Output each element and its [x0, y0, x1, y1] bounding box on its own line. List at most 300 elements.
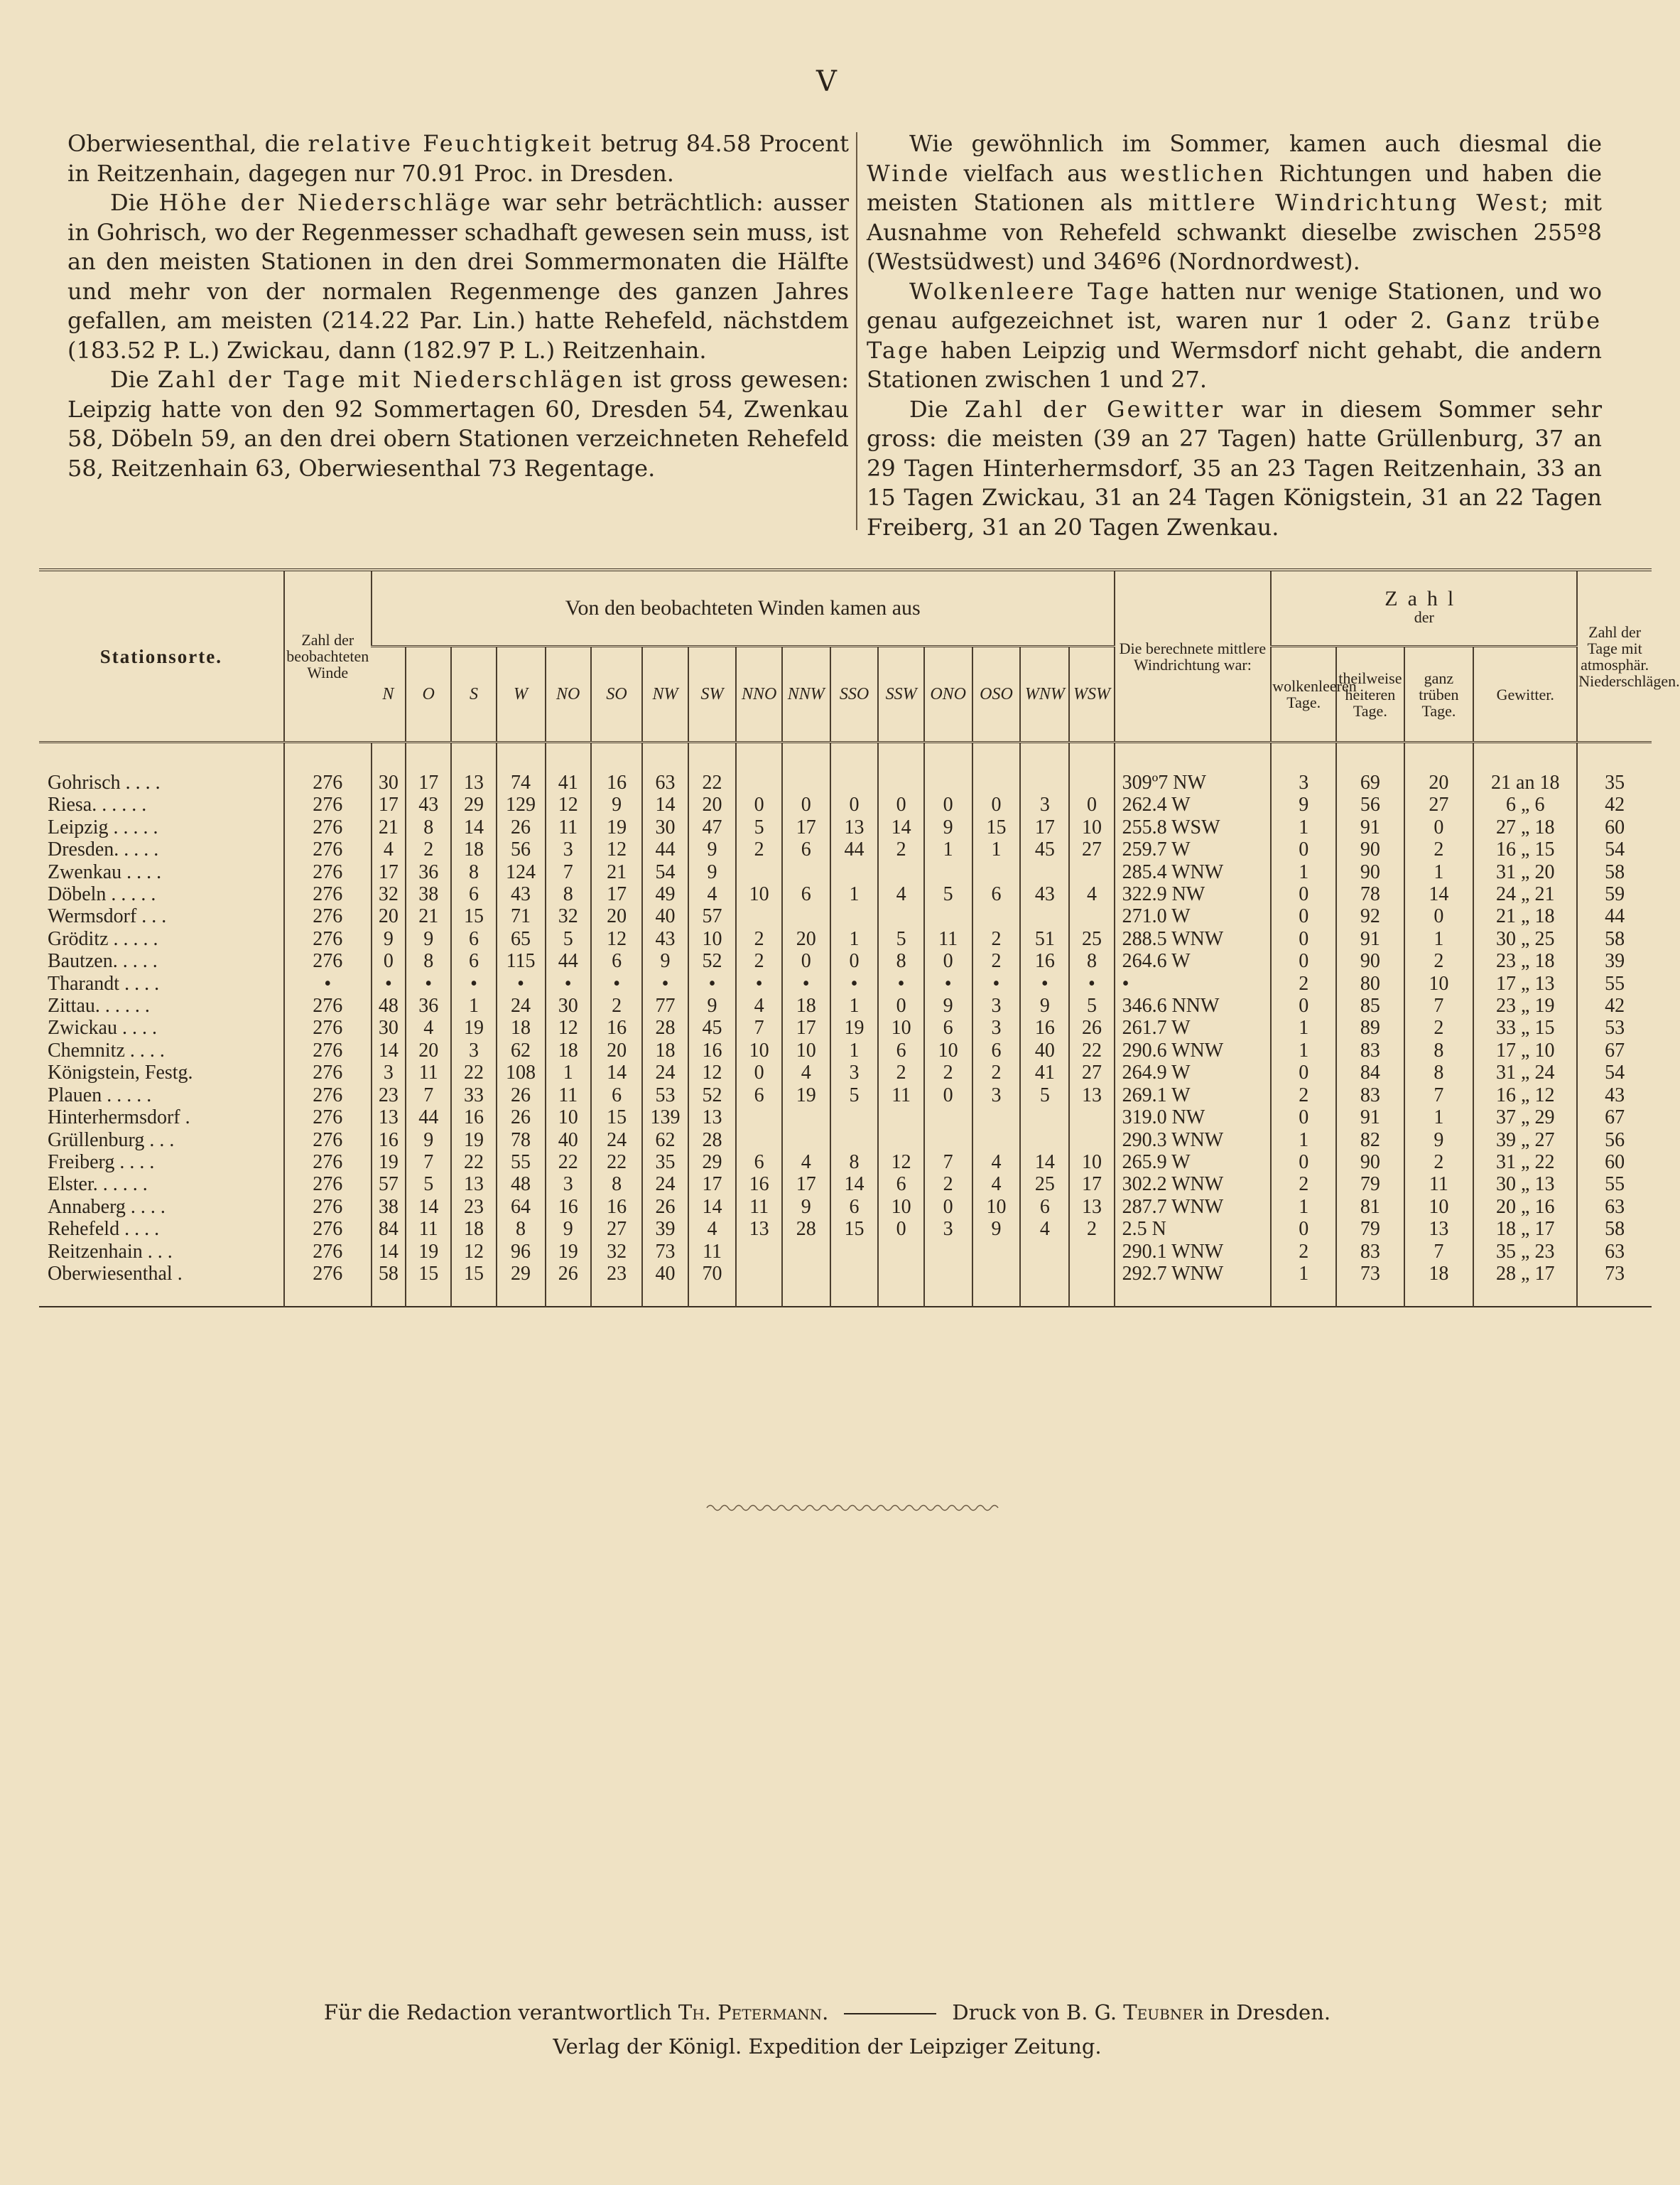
header-wind-directions-group: Von den beobachteten Winden kamen aus [372, 570, 1115, 647]
overcast-days-cell: 8 [1404, 1040, 1474, 1062]
thunderstorm-cell: 18 „ 17 [1473, 1218, 1577, 1240]
wind-value-cell: 16 [546, 1196, 591, 1218]
paragraph-precipitation: Die Höhe der Niederschläge war sehr beträchtlich: ausser in Gohrisch, wo der Regenmesser schadhaft gewesen sein muss, ist an den meisten Stationen in den drei Sommermonaten die Hälfte und mehr von der normalen Regenmenge des ganzen Jahres gefallen, am meisten (214.22 Par. Lin.) hatte Rehefeld, nächstdem (183.52 P. L.) Zwickau, dann (182.97 P. L.) Reitzenhain. [67, 189, 850, 364]
wind-value-cell [1069, 861, 1114, 883]
partly-clear-days-cell: 82 [1336, 1129, 1404, 1151]
wind-value-cell: 4 [878, 883, 923, 905]
printer-name: Teubner [1123, 2000, 1203, 2024]
wind-value-cell: 14 [406, 1196, 451, 1218]
wind-value-cell: 40 [642, 1263, 688, 1307]
header-overcast-days: ganz trüben Tage. [1404, 647, 1474, 743]
wind-value-cell: 6 [878, 1173, 923, 1195]
wind-count-cell: 276 [284, 928, 372, 950]
partly-clear-days-cell: 73 [1336, 1263, 1404, 1307]
table-row [39, 928, 1652, 950]
header-partly-clear-days: theilweise heiteren Tage. [1336, 647, 1404, 743]
wind-value-cell: 5 [830, 1084, 879, 1106]
wind-value-cell: 2 [972, 928, 1021, 950]
clear-days-cell: 0 [1271, 1218, 1336, 1240]
wind-value-cell: 11 [546, 1084, 591, 1106]
header-wind-ono: ONO [924, 647, 972, 743]
clear-days-cell: 2 [1271, 973, 1336, 995]
wind-value-cell: 3 [972, 995, 1021, 1017]
precip-days-cell: 67 [1577, 1106, 1652, 1128]
wind-value-cell [972, 1241, 1021, 1263]
header-wind-ssw: SSW [878, 647, 923, 743]
wind-value-cell: 1 [830, 995, 879, 1017]
header-count-group: Zahl der [1271, 570, 1577, 647]
wind-value-cell: 11 [546, 816, 591, 838]
wind-value-cell: 19 [372, 1151, 406, 1173]
wind-value-cell: 22 [1069, 1040, 1114, 1062]
mean-direction-cell: 261.7 W [1115, 1017, 1272, 1039]
wind-value-cell: 15 [406, 1263, 451, 1307]
wind-value-cell: 5 [406, 1173, 451, 1195]
wind-value-cell: 25 [1069, 928, 1114, 950]
mean-direction-cell: 264.6 W [1115, 950, 1272, 972]
wind-value-cell: 30 [642, 816, 688, 838]
wind-value-cell: 15 [451, 905, 496, 927]
wind-value-cell: 9 [688, 861, 737, 883]
station-cell: Oberwiesenthal . [48, 1262, 183, 1285]
wind-value-cell: 29 [688, 1151, 737, 1173]
wind-value-cell: 6 [782, 838, 830, 860]
wind-value-cell: 20 [782, 928, 830, 950]
wind-value-cell: 16 [688, 1040, 737, 1062]
station-cell: Zittau. . . . . . [48, 995, 150, 1018]
wind-value-cell: 9 [688, 838, 737, 860]
wind-value-cell: 15 [451, 1263, 496, 1307]
thunderstorm-cell: 31 „ 20 [1473, 861, 1577, 883]
header-wind-w: W [497, 647, 546, 743]
wind-value-cell: 57 [372, 1173, 406, 1195]
precip-days-cell: 60 [1577, 1151, 1652, 1173]
mean-direction-cell: 292.7 WNW [1115, 1263, 1272, 1307]
column-divider [856, 132, 857, 530]
wind-value-cell: 26 [497, 816, 546, 838]
station-cell: Zwickau . . . . [48, 1017, 157, 1040]
wind-value-cell: 14 [830, 1173, 879, 1195]
mean-direction-cell: 255.8 WSW [1115, 816, 1272, 838]
wind-value-cell: 6 [736, 1151, 781, 1173]
wind-value-cell [972, 1263, 1021, 1307]
weather-table [39, 568, 1680, 1307]
wind-value-cell: 44 [546, 950, 591, 972]
wind-value-cell: 20 [372, 905, 406, 927]
wind-value-cell: 0 [782, 950, 830, 972]
wind-value-cell: 5 [546, 928, 591, 950]
wind-value-cell [1069, 1263, 1114, 1307]
wind-value-cell: 3 [830, 1062, 879, 1084]
wind-value-cell [830, 743, 879, 794]
wind-value-cell: 51 [1020, 928, 1069, 950]
wind-value-cell: 12 [591, 928, 642, 950]
wind-value-cell: 57 [688, 905, 737, 927]
wind-value-cell: 26 [642, 1196, 688, 1218]
mean-direction-cell: 302.2 WNW [1115, 1173, 1272, 1195]
wind-value-cell [736, 861, 781, 883]
wind-value-cell: 10 [878, 1017, 923, 1039]
wind-value-cell: 12 [451, 1241, 496, 1263]
wind-value-cell: 6 [972, 1040, 1021, 1062]
partly-clear-days-cell: 90 [1336, 861, 1404, 883]
partly-clear-days-cell: 92 [1336, 905, 1404, 927]
wind-value-cell: 19 [830, 1017, 879, 1039]
overcast-days-cell: 0 [1404, 816, 1474, 838]
wind-value-cell: 2 [924, 1062, 972, 1084]
clear-days-cell: 0 [1271, 950, 1336, 972]
wind-value-cell: 22 [688, 743, 737, 794]
header-wind-nno: NNO [736, 647, 781, 743]
wind-value-cell: 22 [591, 1151, 642, 1173]
wind-count-cell: 276 [284, 743, 372, 794]
wind-value-cell: 7 [736, 1017, 781, 1039]
wind-value-cell: • [736, 973, 781, 995]
wind-value-cell: • [451, 973, 496, 995]
wind-value-cell: 58 [372, 1263, 406, 1307]
wind-value-cell: 26 [497, 1084, 546, 1106]
wind-value-cell: 36 [406, 995, 451, 1017]
overcast-days-cell: 18 [1404, 1263, 1474, 1307]
wind-value-cell: 19 [591, 816, 642, 838]
wind-value-cell [1020, 1241, 1069, 1263]
station-cell: Wermsdorf . . . [48, 905, 167, 928]
clear-days-cell: 2 [1271, 1084, 1336, 1106]
wind-value-cell: 30 [546, 995, 591, 1017]
wind-value-cell: 16 [451, 1106, 496, 1128]
clear-days-cell: 2 [1271, 1241, 1336, 1263]
right-text-column [867, 129, 1602, 542]
clear-days-cell: 0 [1271, 883, 1336, 905]
partly-clear-days-cell: 90 [1336, 950, 1404, 972]
wind-value-cell: 0 [736, 1062, 781, 1084]
table-row [39, 1173, 1652, 1195]
clear-days-cell: 9 [1271, 794, 1336, 816]
wind-value-cell: 18 [546, 1040, 591, 1062]
thunderstorm-cell: 23 „ 19 [1473, 995, 1577, 1017]
table-row [39, 743, 1652, 794]
wind-value-cell [972, 861, 1021, 883]
overcast-days-cell: 7 [1404, 1241, 1474, 1263]
wind-count-cell: 276 [284, 1196, 372, 1218]
wind-value-cell: 4 [736, 995, 781, 1017]
wind-count-cell: 276 [284, 1129, 372, 1151]
wind-value-cell: 20 [406, 1040, 451, 1062]
wind-value-cell: 9 [406, 1129, 451, 1151]
wind-value-cell: 16 [591, 1196, 642, 1218]
paragraph-clouds: Wolkenleere Tage hatten nur wenige Stationen, und wo genau aufgezeichnet ist, waren nur 1 oder 2. Ganz trübe Tage haben Leipzig und Wermsdorf nicht gehabt, die andern Stationen zwischen 1 und 27. [867, 277, 1603, 393]
wind-value-cell: 41 [1020, 1062, 1069, 1084]
wind-value-cell: 55 [497, 1151, 546, 1173]
wind-value-cell: 2 [736, 950, 781, 972]
wind-value-cell [830, 1241, 879, 1263]
mean-direction-cell: 265.9 W [1115, 1151, 1272, 1173]
header-count-winds: Zahl der beobachteten Winde [284, 570, 372, 743]
precip-days-cell: 35 [1577, 743, 1652, 794]
clear-days-cell: 0 [1271, 1151, 1336, 1173]
wind-value-cell [972, 1106, 1021, 1128]
wind-value-cell: 6 [591, 1084, 642, 1106]
wind-value-cell: 19 [782, 1084, 830, 1106]
wind-value-cell: 15 [591, 1106, 642, 1128]
wind-value-cell: 63 [642, 743, 688, 794]
wind-value-cell: 30 [372, 1017, 406, 1039]
wind-value-cell: 8 [591, 1173, 642, 1195]
table-row [39, 1106, 1652, 1128]
wind-value-cell: 2 [878, 838, 923, 860]
header-wind-o: O [406, 647, 451, 743]
wind-value-cell: 13 [451, 1173, 496, 1195]
wind-value-cell: 17 [1020, 816, 1069, 838]
wind-value-cell: • [591, 973, 642, 995]
wind-value-cell: 40 [546, 1129, 591, 1151]
precip-days-cell: 42 [1577, 794, 1652, 816]
precip-days-cell: 60 [1577, 816, 1652, 838]
wind-value-cell: 1 [924, 838, 972, 860]
wind-count-cell: • [284, 973, 372, 995]
wind-value-cell: 27 [1069, 1062, 1114, 1084]
wind-value-cell: 13 [830, 816, 879, 838]
left-text-column [67, 129, 849, 483]
mean-direction-cell: • [1115, 973, 1272, 995]
thunderstorm-cell: 30 „ 13 [1473, 1173, 1577, 1195]
wind-value-cell: 17 [591, 883, 642, 905]
station-cell: Leipzig . . . . . [48, 816, 158, 838]
header-mean-direction: Die berechnete mittlere Windrichtung war: [1115, 570, 1272, 743]
wind-value-cell: 14 [451, 816, 496, 838]
wind-value-cell [782, 743, 830, 794]
partly-clear-days-cell: 69 [1336, 743, 1404, 794]
wind-value-cell: 4 [1020, 1218, 1069, 1240]
station-cell: Chemnitz . . . . [48, 1039, 165, 1062]
table-row [39, 861, 1652, 883]
paragraph-rain-days: Die Zahl der Tage mit Niederschlägen ist gross gewesen: Leipzig hatte von den 92 Sommertagen 60, Dresden 54, Zwenkau 58, Döbeln 59, an den drei obern Stationen verzeichneten Rehefeld 58, Reitzenhain 63, Oberwiesenthal 73 Regentage. [67, 366, 850, 482]
wind-value-cell: 2 [591, 995, 642, 1017]
wind-value-cell: 11 [736, 1196, 781, 1218]
wind-value-cell: 17 [782, 816, 830, 838]
wind-value-cell: 45 [688, 1017, 737, 1039]
precip-days-cell: 55 [1577, 1173, 1652, 1195]
mean-direction-cell: 290.3 WNW [1115, 1129, 1272, 1151]
wind-value-cell: 29 [497, 1263, 546, 1307]
mean-direction-cell: 285.4 WNW [1115, 861, 1272, 883]
wind-value-cell: 1 [451, 995, 496, 1017]
wind-value-cell: 2 [406, 838, 451, 860]
wind-value-cell: 12 [546, 794, 591, 816]
thunderstorm-cell: 28 „ 17 [1473, 1263, 1577, 1307]
wind-value-cell [830, 905, 879, 927]
wind-value-cell: 3 [372, 1062, 406, 1084]
wind-value-cell: 18 [642, 1040, 688, 1062]
wind-value-cell: 12 [688, 1062, 737, 1084]
wind-value-cell: 17 [782, 1173, 830, 1195]
station-cell: Königstein, Festg. [48, 1062, 193, 1084]
wind-value-cell: 7 [924, 1151, 972, 1173]
wind-value-cell: 4 [688, 883, 737, 905]
overcast-days-cell: 8 [1404, 1062, 1474, 1084]
partly-clear-days-cell: 56 [1336, 794, 1404, 816]
wind-value-cell: • [642, 973, 688, 995]
footer-imprint: Für die Redaction verantwortlich Th. Petermann. Druck von B. G. Teubner in Dresden. [323, 2000, 1331, 2024]
wind-value-cell: 62 [497, 1040, 546, 1062]
wind-value-cell: 65 [497, 928, 546, 950]
precip-days-cell: 59 [1577, 883, 1652, 905]
wind-value-cell: 9 [406, 928, 451, 950]
wind-value-cell [830, 1263, 879, 1307]
thunderstorm-cell: 21 „ 18 [1473, 905, 1577, 927]
overcast-days-cell: 7 [1404, 1084, 1474, 1106]
wind-value-cell: 10 [688, 928, 737, 950]
mean-direction-cell: 269.1 W [1115, 1084, 1272, 1106]
thunderstorm-cell: 27 „ 18 [1473, 816, 1577, 838]
wind-value-cell: 2 [972, 950, 1021, 972]
wind-value-cell: 2 [736, 838, 781, 860]
table-row [39, 950, 1652, 972]
wind-value-cell: 9 [924, 816, 972, 838]
clear-days-cell: 1 [1271, 1129, 1336, 1151]
wind-value-cell: 4 [972, 1151, 1021, 1173]
clear-days-cell: 2 [1271, 1173, 1336, 1195]
wind-value-cell: 1 [830, 928, 879, 950]
wind-value-cell: 38 [372, 1196, 406, 1218]
wind-value-cell: 2 [972, 1062, 1021, 1084]
wind-value-cell: 17 [688, 1173, 737, 1195]
wind-value-cell: 14 [372, 1040, 406, 1062]
wind-value-cell: 6 [451, 950, 496, 972]
wind-value-cell: 10 [546, 1106, 591, 1128]
wind-value-cell [782, 861, 830, 883]
precip-days-cell: 73 [1577, 1263, 1652, 1307]
wind-value-cell: 14 [688, 1196, 737, 1218]
wind-value-cell: 52 [688, 1084, 737, 1106]
wind-value-cell: 24 [642, 1173, 688, 1195]
wind-value-cell: 2 [1069, 1218, 1114, 1240]
mean-direction-cell: 309º7 NW [1115, 743, 1272, 794]
wind-value-cell [1020, 905, 1069, 927]
wind-value-cell: 36 [406, 861, 451, 883]
table-row [39, 995, 1652, 1017]
editor-name: Th. Petermann. [678, 2000, 829, 2024]
wind-value-cell [878, 1241, 923, 1263]
wind-value-cell [924, 861, 972, 883]
overcast-days-cell: 27 [1404, 794, 1474, 816]
station-cell: Elster. . . . . . [48, 1173, 148, 1196]
weather-table-body [39, 743, 1652, 1307]
wind-value-cell: • [372, 973, 406, 995]
station-cell: Zwenkau . . . . [48, 860, 162, 883]
wind-value-cell: 6 [736, 1084, 781, 1106]
clear-days-cell: 0 [1271, 995, 1336, 1017]
wind-value-cell: 0 [972, 794, 1021, 816]
wind-value-cell: 16 [736, 1173, 781, 1195]
mean-direction-cell: 346.6 NNW [1115, 995, 1272, 1017]
wind-value-cell: 8 [451, 861, 496, 883]
decorative-rule [707, 1503, 998, 1513]
thunderstorm-cell: 21 an 18 [1473, 743, 1577, 794]
wind-value-cell: 2 [878, 1062, 923, 1084]
wind-value-cell: 40 [642, 905, 688, 927]
clear-days-cell: 1 [1271, 816, 1336, 838]
wind-value-cell: 19 [451, 1129, 496, 1151]
weather-table-container [39, 568, 1680, 1307]
wind-count-cell: 276 [284, 883, 372, 905]
table-row [39, 816, 1652, 838]
wind-value-cell: 6 [830, 1196, 879, 1218]
precip-days-cell: 44 [1577, 905, 1652, 927]
wind-value-cell: 27 [591, 1218, 642, 1240]
wind-value-cell: 44 [642, 838, 688, 860]
wind-value-cell: 24 [642, 1062, 688, 1084]
table-row [39, 883, 1652, 905]
wind-value-cell: 9 [782, 1196, 830, 1218]
overcast-days-cell: 2 [1404, 1151, 1474, 1173]
wind-value-cell: 43 [406, 794, 451, 816]
thunderstorm-cell: 31 „ 24 [1473, 1062, 1577, 1084]
wind-value-cell: 17 [372, 861, 406, 883]
wind-value-cell: 28 [642, 1017, 688, 1039]
wind-value-cell: • [406, 973, 451, 995]
wind-value-cell: 18 [451, 838, 496, 860]
wind-value-cell: 17 [1069, 1173, 1114, 1195]
wind-value-cell: 6 [451, 928, 496, 950]
header-wind-nnw: NNW [782, 647, 830, 743]
overcast-days-cell: 10 [1404, 973, 1474, 995]
wind-value-cell: 30 [372, 743, 406, 794]
wind-value-cell: 12 [546, 1017, 591, 1039]
paragraph-thunderstorms: Die Zahl der Gewitter war in diesem Sommer sehr gross: die meisten (39 an 27 Tagen) hatte Grüllenburg, 37 an 29 Tagen Hinterhermsdorf, 35 an 23 Tagen Reitzenhain, 33 an 15 Tagen Zwickau, 31 an 24 Tagen Königstein, 31 an 22 Tagen Freiberg, 31 an 20 Tagen Zwenkau. [867, 395, 1602, 541]
wind-value-cell: 11 [924, 928, 972, 950]
wind-value-cell: 43 [497, 883, 546, 905]
precip-days-cell: 56 [1577, 1129, 1652, 1151]
wind-value-cell: 25 [1020, 1173, 1069, 1195]
wind-value-cell: 0 [830, 950, 879, 972]
wind-count-cell: 276 [284, 1017, 372, 1039]
precip-days-cell: 54 [1577, 1062, 1652, 1084]
clear-days-cell: 1 [1271, 1263, 1336, 1307]
wind-value-cell: 26 [1069, 1017, 1114, 1039]
wind-value-cell: 21 [372, 816, 406, 838]
wind-value-cell: 3 [546, 838, 591, 860]
wind-value-cell: 15 [972, 816, 1021, 838]
wind-value-cell: 49 [642, 883, 688, 905]
wind-value-cell: 8 [406, 950, 451, 972]
footer-publisher: Verlag der Königl. Expedition der Leipziger Zeitung. [553, 2034, 1102, 2059]
wind-value-cell: 10 [972, 1196, 1021, 1218]
wind-value-cell: 40 [1020, 1040, 1069, 1062]
mean-direction-cell: 290.1 WNW [1115, 1241, 1272, 1263]
wind-value-cell [1020, 1106, 1069, 1128]
wind-value-cell [736, 1263, 781, 1307]
wind-value-cell [830, 1129, 879, 1151]
station-cell: Grüllenburg . . . [48, 1128, 175, 1151]
wind-value-cell: 39 [642, 1218, 688, 1240]
wind-value-cell: 14 [372, 1241, 406, 1263]
header-wind-oso: OSO [972, 647, 1021, 743]
partly-clear-days-cell: 84 [1336, 1062, 1404, 1084]
wind-value-cell: 8 [1069, 950, 1114, 972]
wind-count-cell: 276 [284, 1218, 372, 1240]
wind-value-cell: 10 [1069, 1151, 1114, 1173]
wind-value-cell: 9 [591, 794, 642, 816]
precip-days-cell: 53 [1577, 1017, 1652, 1039]
wind-value-cell: 4 [688, 1218, 737, 1240]
wind-value-cell: 74 [497, 743, 546, 794]
station-cell: Döbeln . . . . . [48, 883, 156, 906]
wind-value-cell: 22 [546, 1151, 591, 1173]
partly-clear-days-cell: 90 [1336, 1151, 1404, 1173]
wind-value-cell: 14 [878, 816, 923, 838]
wind-value-cell [878, 861, 923, 883]
